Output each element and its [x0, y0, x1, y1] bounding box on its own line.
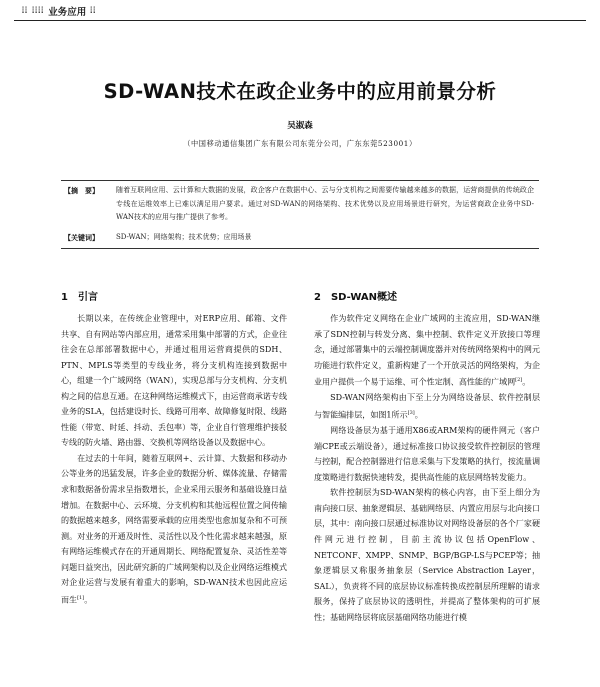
- citation-ref: [1]: [77, 594, 85, 601]
- header-dots-suffix: ⦙⦙: [90, 6, 97, 16]
- paragraph: 作为软件定义网络在企业广域网的主流应用，SD-WAN继承了SDN控制与转发分离、集中控制、软件定义开放接口等理念，通过部署集中的云端控制调度器并对传统网络架构中的网元功能进行软件定义，重新构建了一个开放灵活的网络架构，为企业用户提供一个易于运维、可个性定制、高性能的广域网[2]。: [314, 314, 540, 387]
- abstract-label: 【摘 要】: [64, 186, 99, 195]
- citation-ref: [3]: [407, 409, 415, 416]
- affiliation: （中国移动通信集团广东有限公司东莞分公司，广东东莞523001）: [183, 139, 417, 148]
- paragraph: SD-WAN网络架构由下至上分为网络设备层、软件控制层与智能编排层，如图1所示[3]。: [314, 393, 540, 420]
- keywords-text: SD-WAN；网络架构；技术优势；应用场景: [116, 233, 252, 241]
- paper-title: SD-WAN技术在政企业务中的应用前景分析: [103, 80, 497, 103]
- abstract-top-rule: [61, 180, 539, 181]
- header-rule: [14, 20, 586, 21]
- abstract-text: 随着互联网应用、云计算和大数据的发展，政企客户在数据中心、云与分支机构之间需要传输越来越多的数据，运营商提供的传统政企专线在运维效率上已难以满足用户要求。通过对SD-WAN的网络架构、技术优势以及应用场景进行研究，为运营商政企业务中SD-WAN技术的应用与推广提供了参考。: [116, 186, 534, 221]
- paragraph-text: 作为软件定义网络在企业广域网的主流应用，SD-WAN继承了SDN控制与转发分离、集中控制、软件定义开放接口等理念，通过部署集中的云端控制调度器并对传统网络架构中的网元功能进行软件定义，重新构建了一个开放灵活的网络架构，为企业用户提供一个易于运维、可个性定制、高性能的广域网: [314, 314, 540, 387]
- paragraph-text: SD-WAN网络架构由下至上分为网络设备层、软件控制层与智能编排层，如图1所示: [314, 393, 540, 420]
- abstract: [64, 184, 534, 225]
- paragraph: 软件控制层为SD-WAN架构的核心内容，由下至上细分为南向接口层、抽象逻辑层、基础网络层、内置应用层与北向接口层，其中：南向接口层通过标准协议对网络设备层的各个厂家硬件网元进行控制，目前主流协议包括OpenFlow、NETCONF、XMPP、SNMP、BGP/BGP-LS与PCEP等；抽象逻辑层又称服务抽象层（Service Abstraction Layer，SAL），负责将不同的底层协议标准转换成控制层所理解的请求服务，保持了底层协议的透明性，并提高了整体架构的可扩展性；基础网络层将底层基础网络功能进行模: [314, 488, 540, 622]
- paragraph: 网络设备层为基于通用X86或ARM架构的硬件网元（客户端CPE或云端设备），通过标准接口协议接受软件控制层的管理与控制，配合控制器进行信息采集与下发策略的执行，按流量调度策略进行数据快速转发，提供高性能的底层网络转发能力。: [314, 426, 540, 482]
- author: 吴淑森: [287, 121, 313, 131]
- journal-header: [22, 4, 96, 18]
- keywords-label: 【关键词】: [64, 233, 99, 242]
- section-heading-overview: 2 SD-WAN概述: [314, 292, 398, 303]
- header-dots: ⦙⦙ ⦙⦙⦙⦙: [22, 6, 45, 16]
- paragraph-text: 在过去的十年间，随着互联网+、云计算、大数据和移动办公等业务的迅猛发展，许多企业的数据分析、媒体流量、存储需求和数据备份需求呈指数增长，企业采用云服务和基础设施日益增加。在数据中心、云环境、分支机构和其他远程位置之间传输的数据越来越多，网络需要承载的应用类型也愈加复杂和不可预测。对业务的开通及时性、灵活性以及个性化需求越来越强，原有网络运维模式存在的开通周期长、网络配置复杂、灵活性差等问题日益突出，因此研究新的广域网架构以及企业网络运维模式对企业运营与发展有着重大的影响，SD-WAN技术也因此应运而生: [61, 453, 287, 605]
- abstract-bottom-rule: [61, 248, 539, 249]
- citation-ref: [2]: [515, 377, 523, 384]
- section-heading-introduction: 1 引言: [61, 292, 98, 303]
- left-column: [61, 293, 287, 608]
- paragraph: 长期以来，在传统企业管理中，对ERP应用、邮箱、文件共享、自有网站等内部应用，通常采用集中部署的方式，企业往往会在总部部署数据中心，并通过租用运营商提供的SDH、PTN、MPLS等类型的专线业务，将分支机构连接到数据中心，组建一个广域网络（WAN），实现总部与分支机构、分支机构之间的信息互通。在这种网络运维模式下，由运营商承诺专线业务的SLA，包括建设时长、线路可用率、故障修复时限、线路性能（带宽、时延、抖动、丢包率）等，企业自行管理维护接驳专线的防火墙、路由器、交换机等网络设备以及数据中心。: [61, 314, 287, 448]
- paragraph: 在过去的十年间，随着互联网+、云计算、大数据和移动办公等业务的迅猛发展，许多企业的数据分析、媒体流量、存储需求和数据备份需求呈指数增长，企业采用云服务和基础设施日益增加。在数据中心、云环境、分支机构和其他远程位置之间传输的数据越来越多，网络需要承载的应用类型也愈加复杂和不可预测。对业务的开通及时性、灵活性以及个性化需求越来越强，原有网络运维模式存在的开通周期长、网络配置复杂、灵活性差等问题日益突出，因此研究新的广域网架构以及企业网络运维模式对企业运营与发展有着重大的影响，SD-WAN技术也因此应运而生[1]。: [61, 453, 287, 605]
- header-section-label: 业务应用: [48, 7, 87, 18]
- keywords: [64, 231, 534, 245]
- right-column: [314, 293, 540, 625]
